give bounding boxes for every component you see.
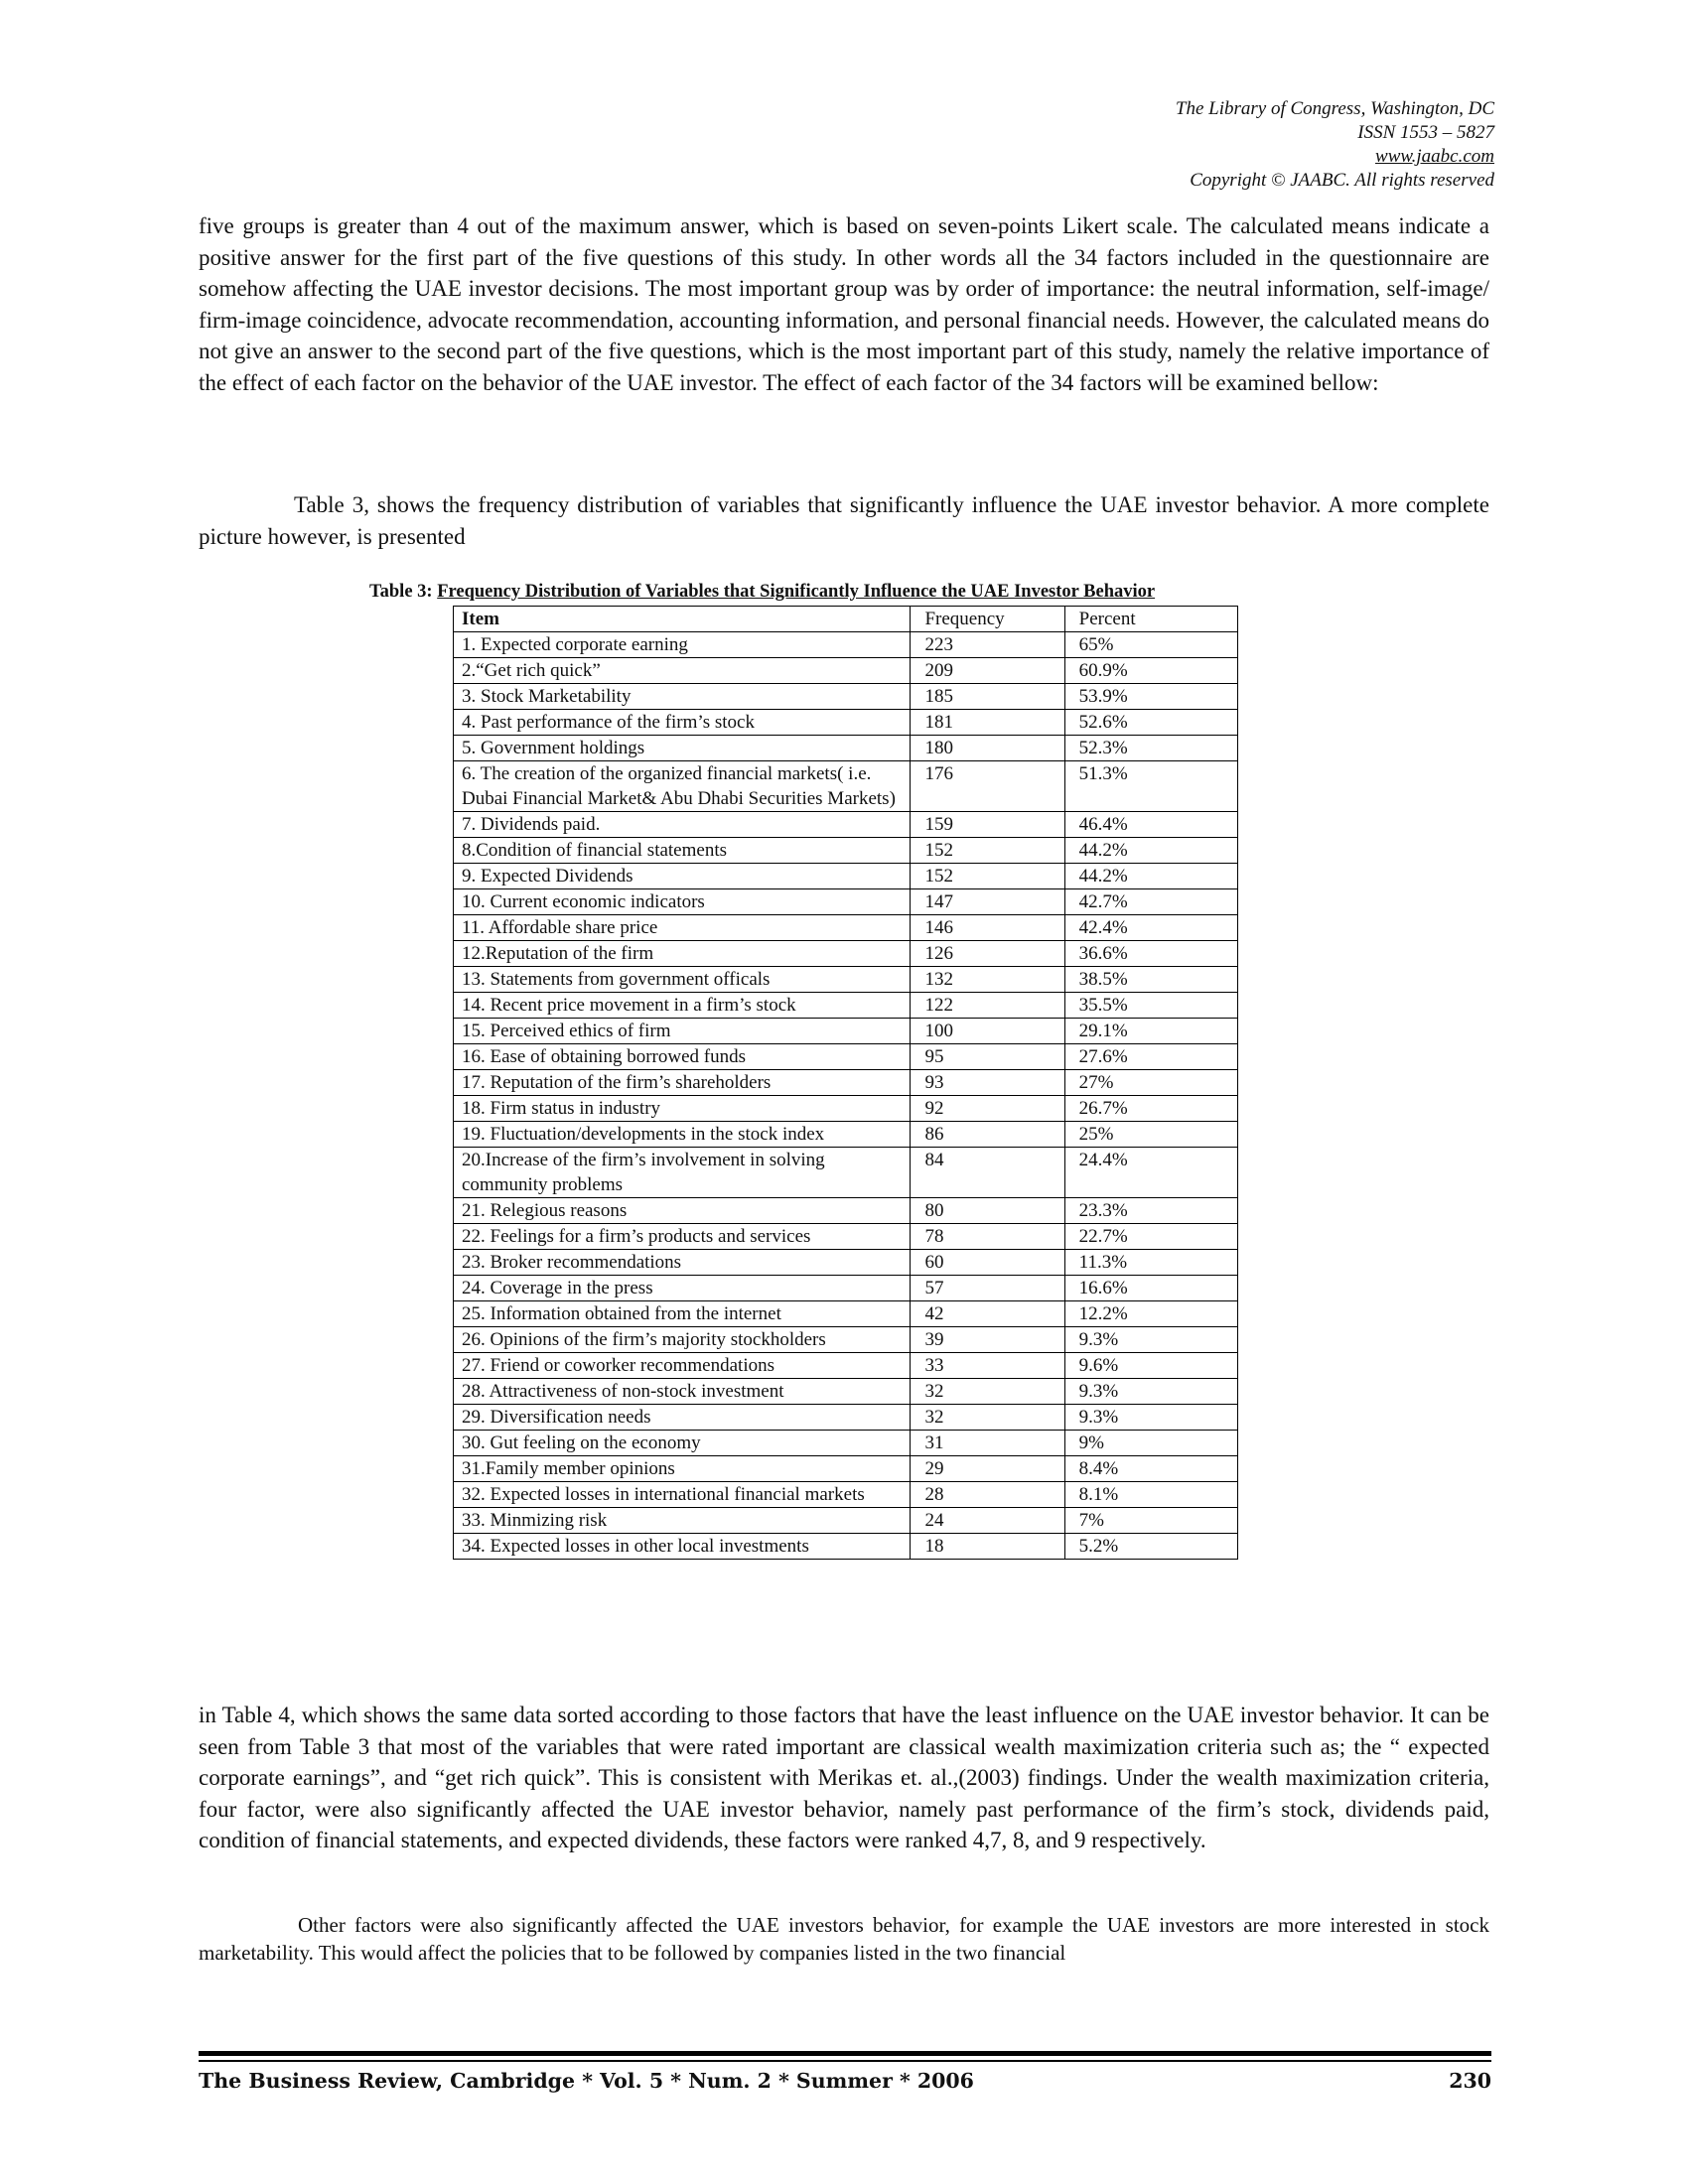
table-caption-title: Frequency Distribution of Variables that Significantly Influence the UAE Investor Behavior <box>437 582 1156 602</box>
cell-frequency: 31 <box>911 1431 1064 1456</box>
cell-item: 26. Opinions of the firm’s majority stockholders <box>454 1327 911 1353</box>
cell-frequency: 80 <box>911 1198 1064 1224</box>
cell-item: 27. Friend or coworker recommendations <box>454 1353 911 1379</box>
header-percent: Percent <box>1064 607 1237 632</box>
header-item: Item <box>454 607 911 632</box>
page-footer <box>199 2069 1491 2093</box>
header-website-link[interactable]: www.jaabc.com <box>1375 146 1494 167</box>
cell-item: 6. The creation of the organized financial markets( i.e. Dubai Financial Market& Abu Dhabi Securities Markets) <box>454 761 911 812</box>
cell-item: 32. Expected losses in international financial markets <box>454 1482 911 1508</box>
cell-percent: 36.6% <box>1064 941 1237 967</box>
cell-percent: 52.6% <box>1064 710 1237 736</box>
table-row <box>454 812 1238 838</box>
cell-percent: 8.4% <box>1064 1456 1237 1482</box>
cell-frequency: 86 <box>911 1122 1064 1148</box>
table-row <box>454 1122 1238 1148</box>
cell-frequency: 100 <box>911 1019 1064 1044</box>
page-header <box>899 97 1494 193</box>
cell-percent: 24.4% <box>1064 1148 1237 1198</box>
cell-item: 7. Dividends paid. <box>454 812 911 838</box>
cell-percent: 65% <box>1064 632 1237 658</box>
cell-item: 31.Family member opinions <box>454 1456 911 1482</box>
cell-percent: 22.7% <box>1064 1224 1237 1250</box>
table-row <box>454 1148 1238 1198</box>
cell-item: 13. Statements from government officals <box>454 967 911 993</box>
frequency-table <box>453 606 1238 1560</box>
cell-item: 18. Firm status in industry <box>454 1096 911 1122</box>
cell-item: 10. Current economic indicators <box>454 889 911 915</box>
table-row <box>454 761 1238 812</box>
cell-item: 5. Government holdings <box>454 736 911 761</box>
cell-frequency: 185 <box>911 684 1064 710</box>
cell-percent: 7% <box>1064 1508 1237 1534</box>
table-row <box>454 684 1238 710</box>
cell-percent: 9.3% <box>1064 1327 1237 1353</box>
cell-percent: 25% <box>1064 1122 1237 1148</box>
cell-item: 8.Condition of financial statements <box>454 838 911 864</box>
cell-item: 28. Attractiveness of non-stock investment <box>454 1379 911 1405</box>
cell-frequency: 39 <box>911 1327 1064 1353</box>
cell-frequency: 93 <box>911 1070 1064 1096</box>
table-row <box>454 1508 1238 1534</box>
cell-percent: 46.4% <box>1064 812 1237 838</box>
table-row <box>454 1405 1238 1431</box>
cell-frequency: 152 <box>911 838 1064 864</box>
cell-frequency: 223 <box>911 632 1064 658</box>
cell-item: 25. Information obtained from the internet <box>454 1301 911 1327</box>
header-library: The Library of Congress, Washington, DC <box>1175 98 1494 119</box>
table-row <box>454 864 1238 889</box>
table-row <box>454 967 1238 993</box>
cell-frequency: 28 <box>911 1482 1064 1508</box>
page-number: 230 <box>1449 2069 1491 2093</box>
cell-frequency: 176 <box>911 761 1064 812</box>
table-row <box>454 1096 1238 1122</box>
cell-item: 9. Expected Dividends <box>454 864 911 889</box>
cell-percent: 53.9% <box>1064 684 1237 710</box>
cell-item: 20.Increase of the firm’s involvement in solving community problems <box>454 1148 911 1198</box>
cell-item: 16. Ease of obtaining borrowed funds <box>454 1044 911 1070</box>
cell-percent: 52.3% <box>1064 736 1237 761</box>
table-row <box>454 1044 1238 1070</box>
cell-percent: 51.3% <box>1064 761 1237 812</box>
cell-frequency: 209 <box>911 658 1064 684</box>
cell-percent: 26.7% <box>1064 1096 1237 1122</box>
cell-frequency: 60 <box>911 1250 1064 1276</box>
paragraph-3: in Table 4, which shows the same data sorted according to those factors that have the least influence on the UAE investor behavior. It can be seen from Table 3 that most of the variables that were rated important are classical wealth maximization criteria such as; the “ expected corporate earnings”, and “get rich quick”. This is consistent with Merikas et. al.,(2003) findings. Under the wealth maximization criteria, four factor, were also significantly affected the UAE investor behavior, namely past performance of the firm’s stock, dividends paid, condition of financial statements, and expected dividends, these factors were ranked 4,7, 8, and 9 respectively. <box>199 1703 1489 1852</box>
footer-journal: The Business Review, Cambridge * Vol. 5 * Num. 2 * Summer * 2006 <box>199 2069 974 2093</box>
cell-percent: 38.5% <box>1064 967 1237 993</box>
table-caption-label: Table 3: <box>369 582 433 602</box>
table-body <box>454 632 1238 1560</box>
cell-frequency: 42 <box>911 1301 1064 1327</box>
cell-item: 2.“Get rich quick” <box>454 658 911 684</box>
cell-frequency: 78 <box>911 1224 1064 1250</box>
cell-frequency: 33 <box>911 1353 1064 1379</box>
cell-item: 33. Minmizing risk <box>454 1508 911 1534</box>
cell-percent: 27.6% <box>1064 1044 1237 1070</box>
cell-percent: 16.6% <box>1064 1276 1237 1301</box>
cell-item: 12.Reputation of the firm <box>454 941 911 967</box>
table-row <box>454 915 1238 941</box>
cell-frequency: 147 <box>911 889 1064 915</box>
cell-frequency: 29 <box>911 1456 1064 1482</box>
cell-percent: 44.2% <box>1064 864 1237 889</box>
table-row <box>454 1353 1238 1379</box>
cell-item: 17. Reputation of the firm’s shareholders <box>454 1070 911 1096</box>
cell-frequency: 146 <box>911 915 1064 941</box>
paragraph-4-text: Other factors were also significantly affected the UAE investors behavior, for example the UAE investors are more interested in stock marketability. This would affect the policies that to be followed by companies listed in the two financial <box>199 1913 1489 1965</box>
cell-percent: 8.1% <box>1064 1482 1237 1508</box>
table-caption <box>369 582 1362 603</box>
cell-percent: 9.3% <box>1064 1405 1237 1431</box>
header-issn: ISSN 1553 – 5827 <box>1357 122 1494 143</box>
cell-percent: 23.3% <box>1064 1198 1237 1224</box>
table-row <box>454 736 1238 761</box>
cell-frequency: 180 <box>911 736 1064 761</box>
table-row <box>454 1070 1238 1096</box>
cell-item: 23. Broker recommendations <box>454 1250 911 1276</box>
cell-percent: 11.3% <box>1064 1250 1237 1276</box>
cell-item: 29. Diversification needs <box>454 1405 911 1431</box>
cell-item: 1. Expected corporate earning <box>454 632 911 658</box>
cell-percent: 9.6% <box>1064 1353 1237 1379</box>
cell-percent: 12.2% <box>1064 1301 1237 1327</box>
footer-rule-thick <box>199 2051 1491 2056</box>
cell-frequency: 84 <box>911 1148 1064 1198</box>
cell-percent: 5.2% <box>1064 1534 1237 1560</box>
table-row <box>454 1224 1238 1250</box>
table-row <box>454 1327 1238 1353</box>
header-frequency: Frequency <box>911 607 1064 632</box>
cell-frequency: 126 <box>911 941 1064 967</box>
cell-item: 4. Past performance of the firm’s stock <box>454 710 911 736</box>
cell-item: 3. Stock Marketability <box>454 684 911 710</box>
table-row <box>454 889 1238 915</box>
table-row <box>454 1019 1238 1044</box>
cell-item: 19. Fluctuation/developments in the stock index <box>454 1122 911 1148</box>
cell-frequency: 24 <box>911 1508 1064 1534</box>
cell-item: 21. Relegious reasons <box>454 1198 911 1224</box>
table-row <box>454 1456 1238 1482</box>
cell-frequency: 92 <box>911 1096 1064 1122</box>
cell-item: 22. Feelings for a firm’s products and services <box>454 1224 911 1250</box>
cell-frequency: 159 <box>911 812 1064 838</box>
cell-item: 14. Recent price movement in a firm’s stock <box>454 993 911 1019</box>
table-row <box>454 632 1238 658</box>
cell-percent: 42.7% <box>1064 889 1237 915</box>
cell-frequency: 32 <box>911 1405 1064 1431</box>
table-row <box>454 838 1238 864</box>
cell-percent: 42.4% <box>1064 915 1237 941</box>
cell-percent: 44.2% <box>1064 838 1237 864</box>
cell-item: 34. Expected losses in other local investments <box>454 1534 911 1560</box>
cell-item: 15. Perceived ethics of firm <box>454 1019 911 1044</box>
table-row <box>454 658 1238 684</box>
cell-frequency: 95 <box>911 1044 1064 1070</box>
table-row <box>454 1534 1238 1560</box>
cell-frequency: 32 <box>911 1379 1064 1405</box>
cell-item: 24. Coverage in the press <box>454 1276 911 1301</box>
table-row <box>454 993 1238 1019</box>
cell-percent: 9.3% <box>1064 1379 1237 1405</box>
cell-frequency: 132 <box>911 967 1064 993</box>
table-row <box>454 1276 1238 1301</box>
paragraph-2-text: Table 3, shows the frequency distribution of variables that significantly influence the UAE investor behavior. A more complete picture however, is presented <box>199 492 1489 549</box>
table-row <box>454 1482 1238 1508</box>
cell-percent: 60.9% <box>1064 658 1237 684</box>
cell-frequency: 181 <box>911 710 1064 736</box>
paragraph-4 <box>199 1911 1489 1967</box>
paragraph-1: five groups is greater than 4 out of the maximum answer, which is based on seven-points Likert scale. The calculated means indicate a positive answer for the first part of the five questions of this study. In other words all the 34 factors included in the questionnaire are somehow affecting the UAE investor decisions. The most important group was by order of importance: the neutral information, self-image/ firm-image coincidence, advocate recommendation, accounting information, and personal financial needs. However, the calculated means do not give an answer to the second part of the five questions, which is the most important part of this study, namely the relative importance of the effect of each factor on the behavior of the UAE investor. The effect of each factor of the 34 factors will be examined bellow: <box>199 213 1489 395</box>
cell-percent: 27% <box>1064 1070 1237 1096</box>
cell-frequency: 152 <box>911 864 1064 889</box>
table-row <box>454 1198 1238 1224</box>
cell-item: 30. Gut feeling on the economy <box>454 1431 911 1456</box>
cell-frequency: 57 <box>911 1276 1064 1301</box>
table-header-row <box>454 607 1238 632</box>
table-row <box>454 710 1238 736</box>
cell-frequency: 18 <box>911 1534 1064 1560</box>
cell-frequency: 122 <box>911 993 1064 1019</box>
cell-percent: 35.5% <box>1064 993 1237 1019</box>
table-row <box>454 1250 1238 1276</box>
paragraph-2 <box>199 489 1489 552</box>
footer-rule-thin <box>199 2060 1491 2062</box>
header-copyright: Copyright © JAABC. All rights reserved <box>1190 170 1494 191</box>
table-row <box>454 941 1238 967</box>
table-row <box>454 1301 1238 1327</box>
cell-item: 11. Affordable share price <box>454 915 911 941</box>
cell-percent: 29.1% <box>1064 1019 1237 1044</box>
cell-percent: 9% <box>1064 1431 1237 1456</box>
table-row <box>454 1379 1238 1405</box>
table-row <box>454 1431 1238 1456</box>
